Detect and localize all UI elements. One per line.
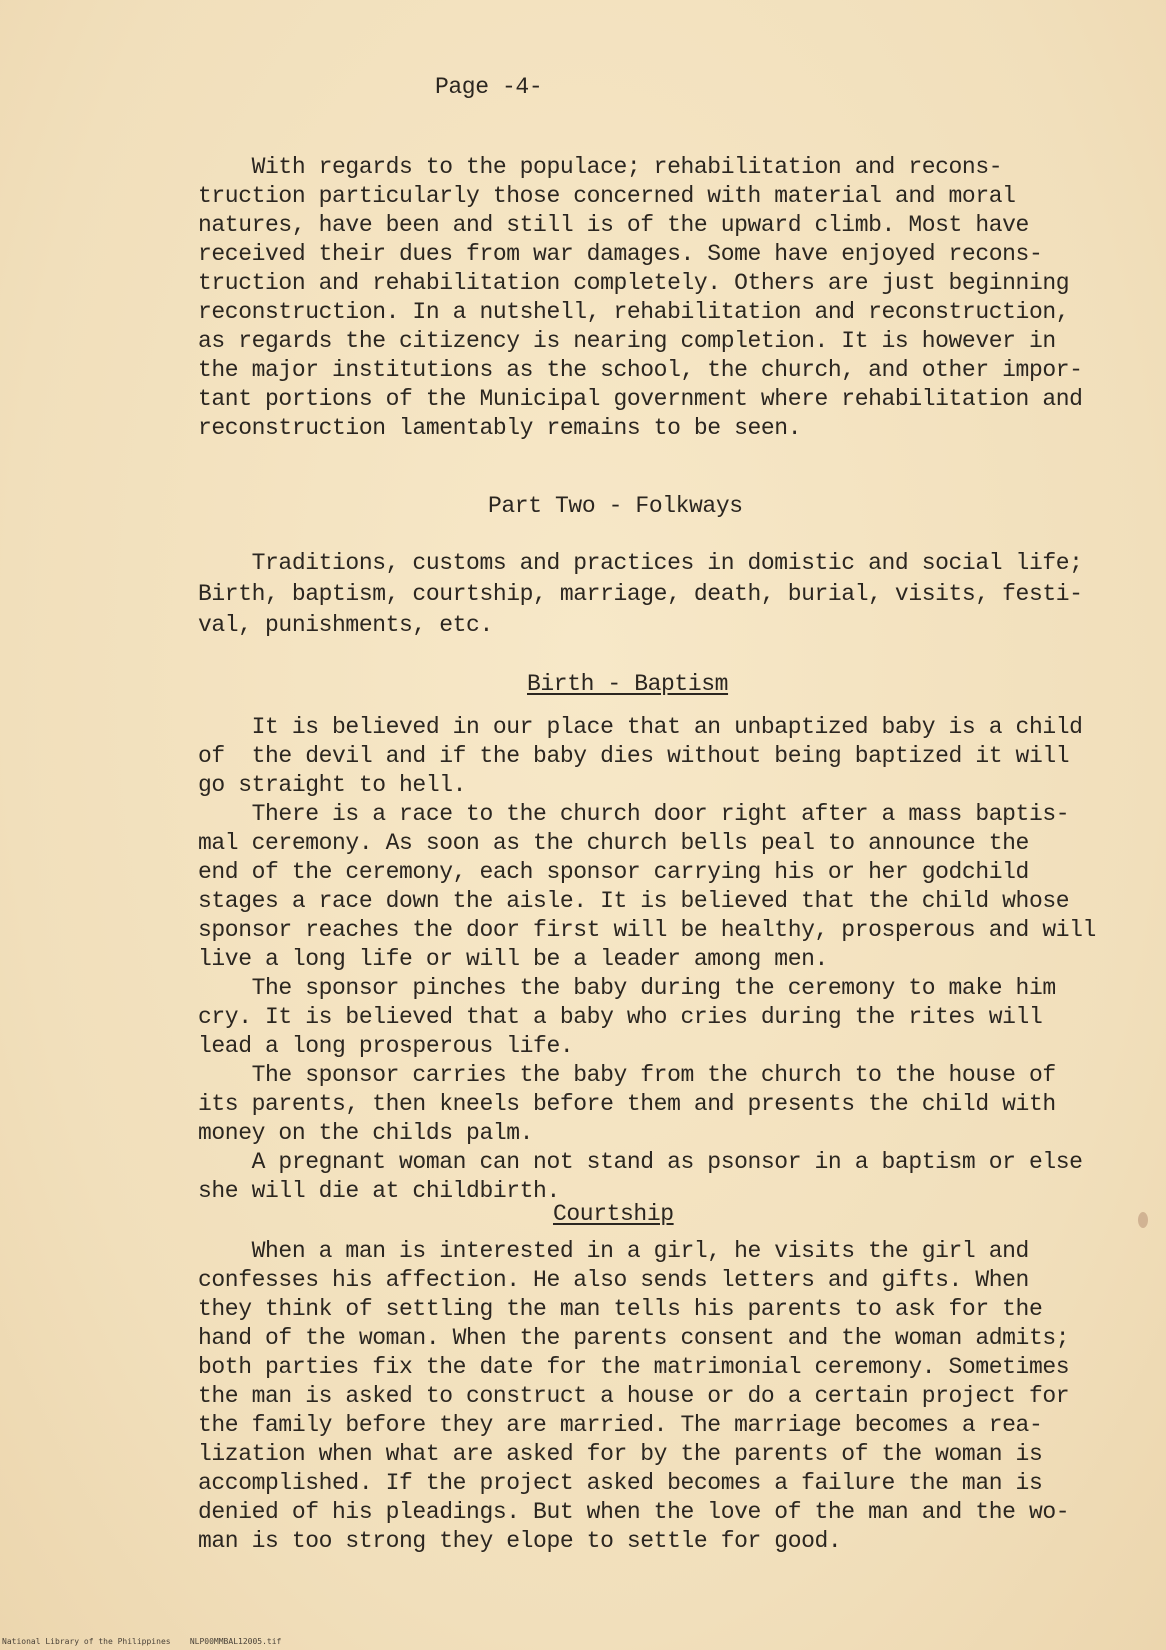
paragraph-line: of the devil and if the baby dies without being baptized it will (198, 743, 1070, 769)
paragraph-line: mal ceremony. As soon as the church bells peal to announce the (198, 830, 1029, 856)
paragraph-line: A pregnant woman can not stand as psonsor in a baptism or else (198, 1149, 1083, 1175)
paragraph-line: stages a race down the aisle. It is believed that the child whose (198, 888, 1070, 914)
courtship-heading: Courtship (553, 1201, 674, 1227)
paragraph-line: hand of the woman. When the parents consent and the woman admits; (198, 1325, 1070, 1351)
paragraph-line: live a long life or will be a leader among men. (198, 946, 828, 972)
paper-stain (1138, 1212, 1148, 1228)
paragraph-line: reconstruction lamentably remains to be seen. (198, 415, 802, 441)
paragraph-line: money on the childs palm. (198, 1120, 534, 1146)
paragraph-line: the man is asked to construct a house or do a certain project for (198, 1383, 1070, 1409)
paragraph-line: denied of his pleadings. But when the love of the man and the wo- (198, 1499, 1070, 1525)
paragraph-line: With regards to the populace; rehabilitation and recons- (198, 154, 1003, 180)
paragraph-line: as regards the citizency is nearing completion. It is however in (198, 328, 1056, 354)
paragraph-line: the family before they are married. The marriage becomes a rea- (198, 1412, 1043, 1438)
paragraph-line: It is believed in our place that an unbaptized baby is a child (198, 714, 1083, 740)
paragraph-line: There is a race to the church door right after a mass baptis- (198, 801, 1070, 827)
paragraph-line: When a man is interested in a girl, he visits the girl and (198, 1238, 1029, 1264)
paragraph-line: truction and rehabilitation completely. Others are just beginning (198, 270, 1070, 296)
paragraph-line: they think of settling the man tells his parents to ask for the (198, 1296, 1043, 1322)
paragraph-line: cry. It is believed that a baby who cries during the rites will (198, 1004, 1043, 1030)
paragraph-line: Birth, baptism, courtship, marriage, death, burial, visits, festi- (198, 581, 1083, 607)
paragraph-line: go straight to hell. (198, 772, 467, 798)
paragraph-line: The sponsor carries the baby from the church to the house of (198, 1062, 1056, 1088)
paragraph-line: man is too strong they elope to settle for good. (198, 1528, 842, 1554)
archive-footer: National Library of the Philippines NLP00MMBAL12005.tif (2, 1637, 282, 1646)
paragraph-line: Traditions, customs and practices in domistic and social life; (198, 550, 1083, 576)
part-two-heading: Part Two - Folkways (488, 493, 743, 519)
paragraph-line: end of the ceremony, each sponsor carrying his or her godchild (198, 859, 1029, 885)
paragraph-line: reconstruction. In a nutshell, rehabilitation and reconstruction, (198, 299, 1070, 325)
paragraph-line: the major institutions as the school, the church, and other impor- (198, 357, 1083, 383)
paragraph-line: The sponsor pinches the baby during the ceremony to make him (198, 975, 1056, 1001)
paragraph-line: received their dues from war damages. Some have enjoyed recons- (198, 241, 1043, 267)
paragraph-line: its parents, then kneels before them and presents the child with (198, 1091, 1056, 1117)
paragraph-line: lization when what are asked for by the parents of the woman is (198, 1441, 1043, 1467)
birth-baptism-heading: Birth - Baptism (527, 671, 729, 697)
paragraph-line: she will die at childbirth. (198, 1178, 560, 1204)
paragraph-line: tant portions of the Municipal government where rehabilitation and (198, 386, 1083, 412)
paragraph-line: confesses his affection. He also sends letters and gifts. When (198, 1267, 1029, 1293)
paragraph-line: natures, have been and still is of the upward climb. Most have (198, 212, 1029, 238)
page-number: Page -4- (435, 74, 543, 100)
paragraph-line: truction particularly those concerned with material and moral (198, 183, 1016, 209)
paragraph-line: sponsor reaches the door first will be healthy, prosperous and will (198, 917, 1096, 943)
paragraph-line: lead a long prosperous life. (198, 1033, 574, 1059)
paragraph-line: accomplished. If the project asked becomes a failure the man is (198, 1470, 1043, 1496)
paragraph-line: both parties fix the date for the matrimonial ceremony. Sometimes (198, 1354, 1070, 1380)
paragraph-line: val, punishments, etc. (198, 612, 493, 638)
